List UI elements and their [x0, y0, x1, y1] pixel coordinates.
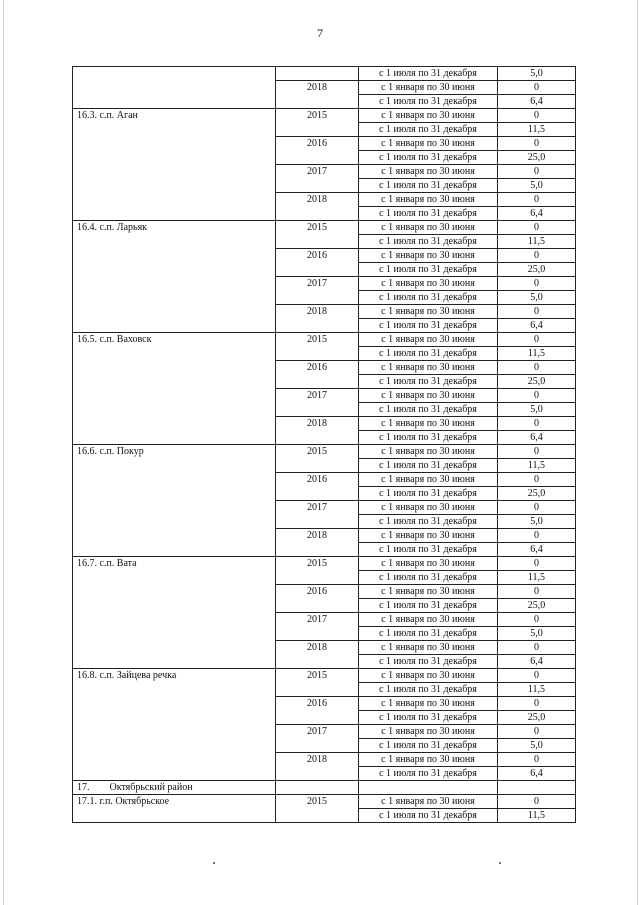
settlement-name: 16.6. с.п. Покур — [73, 445, 276, 557]
period-cell: с 1 января по 30 июня — [359, 501, 498, 515]
year-cell: 2018 — [276, 417, 359, 445]
settlement-name: 16.3. с.п. Аган — [73, 109, 276, 221]
period-cell: с 1 июля по 31 декабря — [359, 347, 498, 361]
tariff-table-body — [73, 67, 576, 823]
value-cell: 5,0 — [498, 67, 576, 81]
year-cell: 2015 — [276, 109, 359, 137]
value-cell: 6,4 — [498, 319, 576, 333]
period-cell: с 1 июля по 31 декабря — [359, 319, 498, 333]
value-cell: 0 — [498, 473, 576, 487]
district-header — [73, 781, 276, 795]
period-cell — [359, 781, 498, 795]
value-cell: 11,5 — [498, 459, 576, 473]
value-cell: 0 — [498, 669, 576, 683]
year-cell: 2017 — [276, 389, 359, 417]
period-cell: с 1 января по 30 июня — [359, 557, 498, 571]
value-cell: 0 — [498, 795, 576, 809]
value-cell: 11,5 — [498, 347, 576, 361]
year-cell: 2017 — [276, 277, 359, 305]
value-cell: 0 — [498, 221, 576, 235]
year-cell: 2015 — [276, 669, 359, 697]
period-cell: с 1 января по 30 июня — [359, 277, 498, 291]
tariff-table — [72, 66, 576, 823]
value-cell: 6,4 — [498, 767, 576, 781]
period-cell: с 1 января по 30 июня — [359, 109, 498, 123]
value-cell: 11,5 — [498, 809, 576, 823]
period-cell: с 1 января по 30 июня — [359, 641, 498, 655]
year-cell: 2017 — [276, 613, 359, 641]
period-cell: с 1 января по 30 июня — [359, 389, 498, 403]
value-cell: 0 — [498, 137, 576, 151]
year-cell: 2015 — [276, 445, 359, 473]
district-name: Октябрьский район — [109, 782, 193, 793]
period-cell: с 1 июля по 31 декабря — [359, 683, 498, 697]
period-cell: с 1 июля по 31 декабря — [359, 403, 498, 417]
period-cell: с 1 января по 30 июня — [359, 361, 498, 375]
year-cell: 2018 — [276, 81, 359, 109]
period-cell: с 1 июля по 31 декабря — [359, 151, 498, 165]
period-cell: с 1 июля по 31 декабря — [359, 263, 498, 277]
settlement-name: 16.4. с.п. Ларьяк — [73, 221, 276, 333]
scan-edge-left — [3, 0, 4, 905]
settlement-name: 16.7. с.п. Вата — [73, 557, 276, 669]
scan-edge-right — [637, 0, 638, 905]
value-cell: 25,0 — [498, 263, 576, 277]
period-cell: с 1 января по 30 июня — [359, 585, 498, 599]
period-cell: с 1 января по 30 июня — [359, 445, 498, 459]
period-cell: с 1 января по 30 июня — [359, 697, 498, 711]
value-cell: 0 — [498, 585, 576, 599]
table-row — [73, 669, 576, 683]
value-cell — [498, 781, 576, 795]
value-cell: 6,4 — [498, 95, 576, 109]
settlement-name: 16.8. с.п. Зайцева речка — [73, 669, 276, 781]
value-cell: 0 — [498, 193, 576, 207]
value-cell: 0 — [498, 445, 576, 459]
value-cell: 0 — [498, 165, 576, 179]
period-cell: с 1 января по 30 июня — [359, 417, 498, 431]
value-cell: 6,4 — [498, 543, 576, 557]
period-cell: с 1 июля по 31 декабря — [359, 235, 498, 249]
value-cell: 25,0 — [498, 375, 576, 389]
settlement-name — [73, 67, 276, 109]
value-cell: 0 — [498, 417, 576, 431]
period-cell: с 1 июля по 31 декабря — [359, 543, 498, 557]
period-cell: с 1 января по 30 июня — [359, 165, 498, 179]
value-cell: 11,5 — [498, 571, 576, 585]
table-row — [73, 67, 576, 81]
year-cell: 2016 — [276, 697, 359, 725]
value-cell: 0 — [498, 305, 576, 319]
period-cell: с 1 июля по 31 декабря — [359, 431, 498, 445]
scan-dot — [499, 862, 501, 864]
value-cell: 0 — [498, 361, 576, 375]
period-cell: с 1 января по 30 июня — [359, 669, 498, 683]
period-cell: с 1 января по 30 июня — [359, 473, 498, 487]
period-cell: с 1 января по 30 июня — [359, 725, 498, 739]
value-cell: 6,4 — [498, 207, 576, 221]
page-number: 7 — [317, 26, 323, 40]
settlement-name: 16.5. с.п. Ваховск — [73, 333, 276, 445]
period-cell: с 1 июля по 31 декабря — [359, 291, 498, 305]
value-cell: 11,5 — [498, 235, 576, 249]
period-cell: с 1 января по 30 июня — [359, 249, 498, 263]
year-cell: 2017 — [276, 501, 359, 529]
value-cell: 25,0 — [498, 711, 576, 725]
period-cell: с 1 июля по 31 декабря — [359, 599, 498, 613]
year-cell — [276, 67, 359, 81]
value-cell: 5,0 — [498, 627, 576, 641]
period-cell: с 1 января по 30 июня — [359, 81, 498, 95]
year-cell: 2017 — [276, 165, 359, 193]
year-cell: 2017 — [276, 725, 359, 753]
value-cell: 0 — [498, 333, 576, 347]
period-cell: с 1 января по 30 июня — [359, 137, 498, 151]
value-cell: 25,0 — [498, 487, 576, 501]
value-cell: 25,0 — [498, 151, 576, 165]
year-cell: 2016 — [276, 585, 359, 613]
period-cell: с 1 января по 30 июня — [359, 529, 498, 543]
value-cell: 0 — [498, 613, 576, 627]
period-cell: с 1 января по 30 июня — [359, 193, 498, 207]
table-row — [73, 221, 576, 235]
table-row — [73, 445, 576, 459]
table-row — [73, 333, 576, 347]
value-cell: 0 — [498, 697, 576, 711]
value-cell: 0 — [498, 109, 576, 123]
table-row — [73, 795, 576, 809]
value-cell: 5,0 — [498, 739, 576, 753]
period-cell: с 1 июля по 31 декабря — [359, 123, 498, 137]
period-cell: с 1 июля по 31 декабря — [359, 95, 498, 109]
period-cell: с 1 июля по 31 декабря — [359, 459, 498, 473]
period-cell: с 1 июля по 31 декабря — [359, 179, 498, 193]
period-cell: с 1 июля по 31 декабря — [359, 767, 498, 781]
year-cell: 2018 — [276, 529, 359, 557]
table-row — [73, 557, 576, 571]
year-cell: 2016 — [276, 249, 359, 277]
year-cell: 2015 — [276, 333, 359, 361]
year-cell: 2018 — [276, 193, 359, 221]
year-cell: 2018 — [276, 641, 359, 669]
year-cell: 2015 — [276, 557, 359, 585]
period-cell: с 1 января по 30 июня — [359, 221, 498, 235]
value-cell: 5,0 — [498, 291, 576, 305]
district-row — [73, 781, 576, 795]
period-cell: с 1 июля по 31 декабря — [359, 711, 498, 725]
value-cell: 25,0 — [498, 599, 576, 613]
year-cell: 2016 — [276, 473, 359, 501]
value-cell: 0 — [498, 725, 576, 739]
period-cell: с 1 июля по 31 декабря — [359, 515, 498, 529]
period-cell: с 1 июля по 31 декабря — [359, 571, 498, 585]
value-cell: 5,0 — [498, 179, 576, 193]
period-cell: с 1 января по 30 июня — [359, 795, 498, 809]
period-cell: с 1 июля по 31 декабря — [359, 739, 498, 753]
period-cell: с 1 июля по 31 декабря — [359, 627, 498, 641]
value-cell: 0 — [498, 277, 576, 291]
period-cell: с 1 июля по 31 декабря — [359, 67, 498, 81]
period-cell: с 1 июля по 31 декабря — [359, 207, 498, 221]
period-cell: с 1 января по 30 июня — [359, 305, 498, 319]
period-cell: с 1 июля по 31 декабря — [359, 375, 498, 389]
scan-dot — [213, 862, 215, 864]
district-number: 17. — [77, 782, 90, 793]
year-cell: 2016 — [276, 361, 359, 389]
year-cell — [276, 781, 359, 795]
period-cell: с 1 января по 30 июня — [359, 613, 498, 627]
value-cell: 0 — [498, 501, 576, 515]
year-cell: 2018 — [276, 753, 359, 781]
period-cell: с 1 января по 30 июня — [359, 333, 498, 347]
period-cell: с 1 июля по 31 декабря — [359, 809, 498, 823]
value-cell: 11,5 — [498, 123, 576, 137]
value-cell: 0 — [498, 641, 576, 655]
value-cell: 0 — [498, 529, 576, 543]
year-cell: 2015 — [276, 795, 359, 823]
value-cell: 0 — [498, 389, 576, 403]
value-cell: 0 — [498, 557, 576, 571]
value-cell: 11,5 — [498, 683, 576, 697]
value-cell: 6,4 — [498, 655, 576, 669]
year-cell: 2018 — [276, 305, 359, 333]
value-cell: 5,0 — [498, 515, 576, 529]
value-cell: 6,4 — [498, 431, 576, 445]
value-cell: 0 — [498, 753, 576, 767]
value-cell: 5,0 — [498, 403, 576, 417]
year-cell: 2015 — [276, 221, 359, 249]
period-cell: с 1 июля по 31 декабря — [359, 655, 498, 669]
value-cell: 0 — [498, 81, 576, 95]
period-cell: с 1 января по 30 июня — [359, 753, 498, 767]
year-cell: 2016 — [276, 137, 359, 165]
period-cell: с 1 июля по 31 декабря — [359, 487, 498, 501]
table-row — [73, 109, 576, 123]
settlement-name: 17.1. г.п. Октябрьское — [73, 795, 276, 823]
value-cell: 0 — [498, 249, 576, 263]
